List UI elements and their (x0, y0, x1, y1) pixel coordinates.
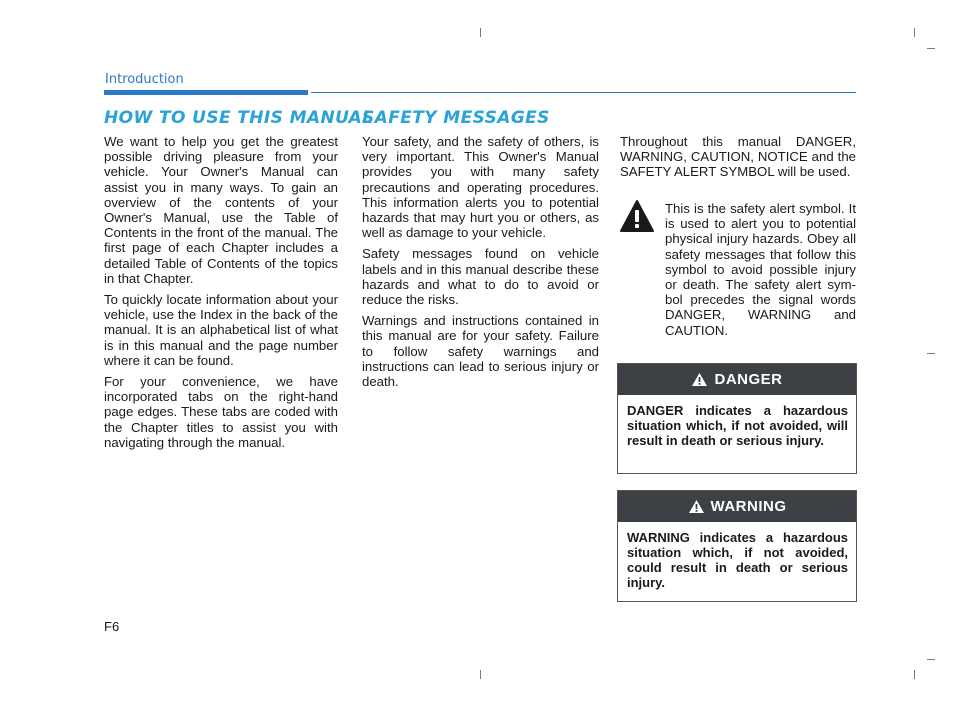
warning-header (618, 491, 856, 522)
crop-mark (480, 28, 481, 37)
paragraph: To quickly locate information about your vehicle, use the Index in the back of the manual. It is an alphabetical list of what is in this manual and the page number where it can be found. (104, 292, 338, 368)
danger-header (618, 364, 856, 395)
paragraph: We want to help you get the greatest possible driving pleasure from your vehicle. Your Owner's Manual can assist you in many ways. To gain an overview of the contents of your Owner's Manual, use the Table of Contents in the front of the manual. The first page of each Chapter includes a detailed Table of Contents of the topics in that Chapter. (104, 134, 338, 286)
safety-alert-icon (619, 199, 655, 233)
warning-text: WARNING indicates a hazardous situation which, if not avoided, could result in death or serious injury. (627, 530, 848, 590)
paragraph: Throughout this manual DANGER, WARNING, CAUTION, NOTICE and the SAFETY ALERT SYMBOL will be used. (620, 134, 856, 180)
signal-words-intro (620, 134, 856, 186)
crop-mark (914, 28, 915, 37)
crop-mark (927, 353, 935, 354)
warning-box (617, 490, 857, 602)
paragraph: This is the safety alert symbol. It is used to alert you to potential physical injury hazards. Obey all safety messages that follow this symbol to avoid possible injury or death. The safety alert symbol precedes the signal words DANGER, WARNING and CAUTION. (665, 201, 856, 338)
safety-messages-body (362, 134, 599, 395)
how-to-use-body (104, 134, 338, 456)
header-rule-thin (311, 92, 856, 93)
warning-triangle-icon (691, 372, 708, 387)
warning-triangle-icon (688, 499, 705, 514)
safety-messages-heading: SAFETY MESSAGES (362, 108, 550, 128)
alert-symbol-description (665, 201, 856, 344)
danger-text: DANGER indicates a hazardous situation which, if not avoided, will result in death or serious injury. (627, 403, 848, 448)
crop-mark (927, 659, 935, 660)
paragraph: Warnings and instructions contained in this manual are for your safety. Failure to follow safety warnings and instructions can lead to serious injury or death. (362, 313, 599, 390)
crop-mark (927, 48, 935, 49)
header-rule-thick (104, 90, 308, 95)
section-title: Introduction (105, 72, 184, 87)
paragraph: Safety messages found on vehicle labels and in this manual describe these hazards and what to do to avoid or reduce the risks. (362, 246, 599, 308)
danger-box (617, 363, 857, 474)
crop-mark (914, 670, 915, 679)
danger-label: DANGER (714, 371, 783, 388)
how-to-use-heading: HOW TO USE THIS MANUAL (104, 108, 374, 128)
paragraph: For your convenience, we have incorporated tabs on the right-hand page edges. These tabs are coded with the Chapter titles to assist you with navigating through the manual. (104, 374, 338, 450)
crop-mark (480, 670, 481, 679)
warning-label: WARNING (710, 498, 787, 515)
page-number: F6 (104, 619, 120, 634)
paragraph: Your safety, and the safety of others, is very important. This Owner's Manual provides you with many safety precautions and operating procedures. This information alerts you to potential hazards that may hurt you or others, as well as damage to your vehicle. (362, 134, 599, 241)
